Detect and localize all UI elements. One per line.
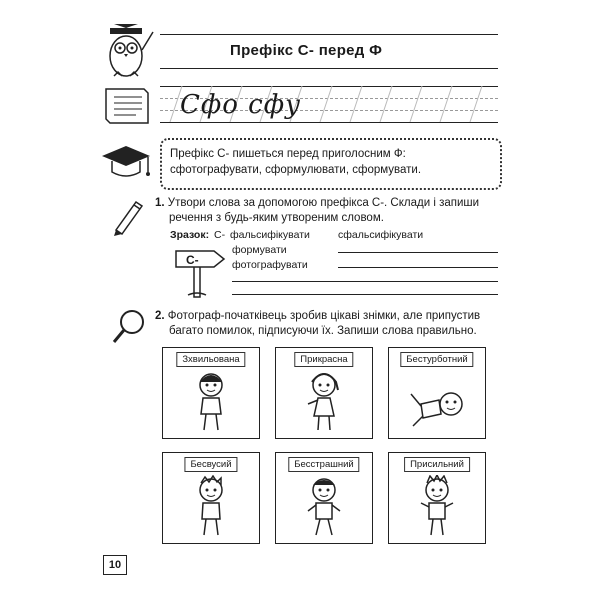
rule-line-2: сфотографувати, сформулювати, сформувати. [170, 164, 422, 176]
word-1: фальсифікувати [230, 229, 310, 241]
word-3: фотографувати [232, 259, 308, 271]
graduation-cap-icon [98, 140, 153, 185]
photo-card-3 [388, 347, 486, 439]
owl-teacher-icon [100, 20, 155, 80]
page-title: Префікс С- перед Ф [230, 42, 383, 59]
photo-card-6 [388, 452, 486, 544]
signpost-icon [172, 245, 227, 300]
sign-text: С- [186, 253, 199, 267]
rule-box [160, 138, 502, 190]
photo-card-5 [275, 452, 373, 544]
task-1-text-line-1: Утвори слова за допомогою префікса С-. Склади і запиши [167, 197, 480, 209]
sample-prefix: С- [214, 229, 226, 241]
photo-card-4 [162, 452, 260, 544]
word-2: формувати [232, 244, 287, 256]
photo-card-2 [275, 347, 373, 439]
photo-card-1 [162, 347, 260, 439]
rule-text [170, 146, 421, 178]
card-label-5: Бесстрашний [288, 457, 359, 472]
sample-answer: сфальсифікувати [338, 229, 424, 241]
handwriting-sample: Сфо сфу [180, 90, 302, 120]
card-label-6: Присильний [404, 457, 470, 472]
magnifier-icon [110, 306, 150, 346]
page-number: 10 [103, 555, 127, 575]
card-label-3: Бестурботний [400, 352, 473, 367]
pencil-icon [108, 196, 148, 238]
card-label-1: Зхвильована [176, 352, 245, 367]
sample-label: Зразок: [170, 229, 210, 241]
task-2-text-line-1: Фотограф-початківець зробив цікаві знімки, але припустив [167, 310, 481, 322]
notebook-icon [100, 85, 155, 127]
task-2-text-line-2: багато помилок, підписуючи їх. Запиши слова правильно. [169, 325, 477, 337]
task-1 [155, 196, 505, 226]
answer-line-3[interactable] [232, 281, 498, 282]
answer-line-1[interactable] [338, 252, 498, 253]
task-1-text-line-2: речення з будь-яким утвореним словом. [169, 212, 384, 224]
task-2 [155, 309, 505, 339]
rule-line-1: Префікс С- пишеться перед приголосним Ф: [170, 148, 406, 160]
card-label-2: Прикрасна [294, 352, 353, 367]
task-1-number: 1. [155, 197, 165, 209]
card-label-4: Бесвусий [184, 457, 237, 472]
answer-line-2[interactable] [338, 267, 498, 268]
answer-line-4[interactable] [232, 294, 498, 295]
task-2-number: 2. [155, 310, 165, 322]
